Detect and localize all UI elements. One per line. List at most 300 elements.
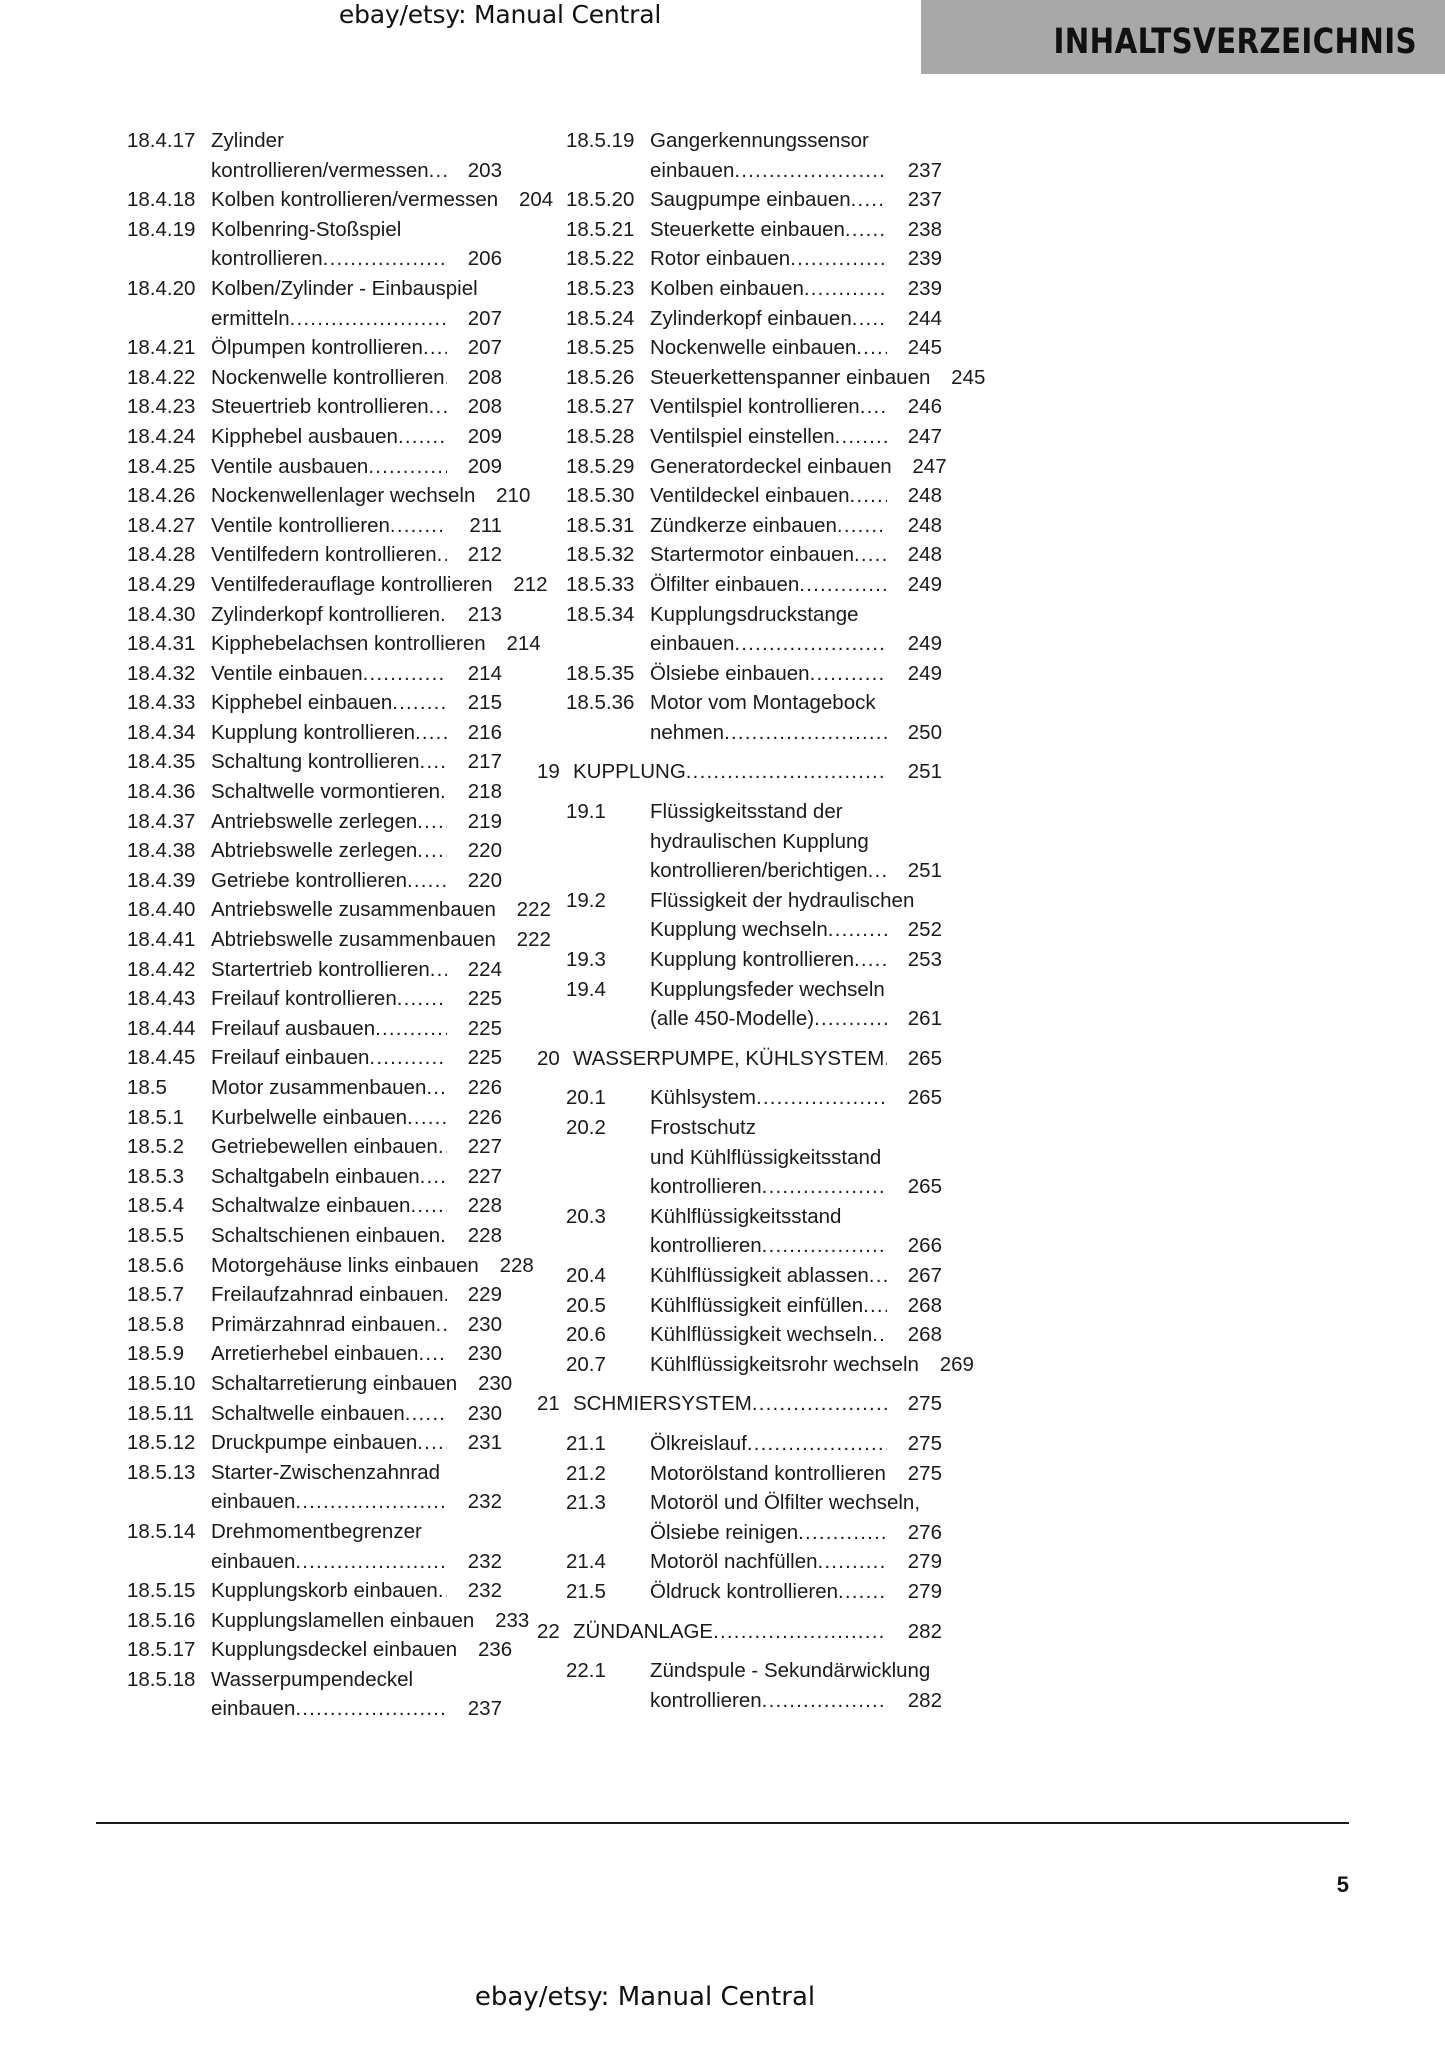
- toc-entry-title-line: [573, 1044, 942, 1074]
- toc-entry-body: [650, 1261, 942, 1291]
- toc-entry-page: 236: [477, 1638, 513, 1662]
- toc-entry-body: [650, 1547, 942, 1577]
- toc-entry-title: Kolben/Zylinder - Einbauspiel: [211, 276, 478, 300]
- toc-entry[interactable]: [566, 481, 942, 511]
- toc-entry-body: [650, 333, 942, 363]
- leader-dots: [417, 1428, 447, 1458]
- toc-entry-title-line: [211, 688, 502, 718]
- toc-entry-page: 279: [907, 1550, 942, 1574]
- toc-entry-body: [211, 1369, 513, 1399]
- toc-entry-number: 18.4.45: [127, 1046, 196, 1070]
- toc-entry-body: [211, 333, 502, 363]
- leader-dots: [804, 274, 887, 304]
- toc-entry-page: 213: [467, 602, 502, 626]
- toc-entry-number: 18.5.13: [127, 1460, 196, 1484]
- toc-entry-title-line: [211, 422, 502, 452]
- toc-entry-title: Druckpumpe einbauen: [211, 1431, 418, 1455]
- toc-entry[interactable]: [127, 1191, 502, 1221]
- toc-entry[interactable]: [566, 1547, 942, 1577]
- toc-entry[interactable]: [127, 925, 551, 955]
- toc-entry-title-line: [573, 1389, 942, 1419]
- toc-entry[interactable]: [127, 866, 502, 896]
- toc-entry-number: 18.4.25: [127, 454, 196, 478]
- toc-entry[interactable]: [127, 1221, 502, 1251]
- toc-entry[interactable]: [127, 570, 548, 600]
- toc-entry-title-line: [650, 797, 942, 827]
- leader-dots: [747, 1429, 887, 1459]
- toc-entry-title-line: [211, 156, 502, 186]
- toc-entry-title: Zylinderkopf einbauen: [650, 306, 852, 330]
- toc-entry[interactable]: [566, 392, 942, 422]
- toc-entry-title: einbauen: [650, 632, 735, 656]
- toc-entry-title: Abtriebswelle zusammenbauen: [211, 928, 496, 952]
- toc-entry-title-line: [650, 856, 942, 886]
- toc-entry-title: Antriebswelle zusammenbauen: [211, 898, 496, 922]
- toc-entry-page: 279: [907, 1579, 942, 1603]
- toc-entry-number: 19: [537, 760, 560, 784]
- toc-entry[interactable]: [127, 215, 502, 274]
- toc-entry[interactable]: [127, 1162, 502, 1192]
- toc-entry-title: Startertrieb kontrollieren: [211, 957, 430, 981]
- toc-entry[interactable]: [566, 797, 942, 886]
- toc-entry-number: 18.4.34: [127, 720, 196, 744]
- toc-entry[interactable]: [127, 1132, 502, 1162]
- toc-entry[interactable]: [127, 895, 551, 925]
- leader-dots: [686, 757, 887, 787]
- toc-entry-body: [211, 452, 502, 482]
- toc-entry-page: 218: [467, 780, 502, 804]
- toc-entry-title-line: [650, 511, 942, 541]
- toc-entry[interactable]: [127, 777, 502, 807]
- toc-entry-number: 18.5.11: [127, 1401, 194, 1425]
- toc-entry-number: 18.5.15: [127, 1579, 196, 1603]
- leader-dots: [869, 1261, 887, 1291]
- toc-entry-title-line: [211, 1369, 513, 1399]
- toc-entry-page: 233: [495, 1608, 530, 1632]
- toc-entry[interactable]: [566, 1261, 942, 1291]
- toc-entry-body: [211, 747, 502, 777]
- toc-entry-title: einbauen: [211, 1549, 296, 1573]
- toc-entry-page: 227: [467, 1164, 502, 1188]
- toc-entry-body: [650, 304, 942, 334]
- toc-entry-title-line: [650, 540, 942, 570]
- toc-entry[interactable]: [127, 363, 502, 393]
- toc-entry-title: Zündspule - Sekundärwicklung: [650, 1659, 931, 1683]
- toc-entry[interactable]: [566, 1350, 974, 1380]
- toc-entry-page: 265: [907, 1046, 942, 1070]
- toc-entry-body: [650, 274, 942, 304]
- toc-entry-title: Steuerkette einbauen: [650, 217, 845, 241]
- toc-entry[interactable]: [127, 629, 541, 659]
- toc-entry[interactable]: [127, 718, 502, 748]
- toc-entry[interactable]: [566, 975, 942, 1034]
- toc-entry-body: [211, 570, 548, 600]
- toc-entry-title: Motoröl und Ölfilter wechseln,: [650, 1491, 921, 1515]
- toc-entry-title-line: [211, 1576, 502, 1606]
- toc-entry-page: 203: [467, 158, 502, 182]
- toc-entry-number: 20.4: [566, 1263, 606, 1287]
- toc-entry-page: 229: [467, 1283, 502, 1307]
- toc-entry[interactable]: [127, 1251, 534, 1281]
- toc-entry[interactable]: [127, 1576, 502, 1606]
- toc-entry-title-line: [211, 1547, 502, 1577]
- toc-entry-body: [573, 1389, 942, 1419]
- leader-dots: [290, 304, 447, 334]
- toc-entry-page: 216: [467, 720, 502, 744]
- toc-entry-title: Schaltgabeln einbauen: [211, 1164, 420, 1188]
- toc-entry-title-line: [211, 481, 531, 511]
- toc-entry[interactable]: [566, 452, 947, 482]
- toc-entry-number: 18.4.43: [127, 987, 196, 1011]
- leader-dots: [814, 1004, 887, 1034]
- toc-entry-title: Kühlflüssigkeit ablassen: [650, 1263, 869, 1287]
- leader-dots: [426, 1073, 447, 1103]
- toc-entry[interactable]: [127, 1428, 502, 1458]
- toc-entry-number: 18.5.30: [566, 484, 635, 508]
- toc-entry-title-line: [211, 570, 548, 600]
- leader-dots: [417, 807, 447, 837]
- toc-entry-body: [211, 600, 502, 630]
- toc-entry-body: [211, 925, 551, 955]
- toc-entry-number: 18.4.27: [127, 513, 196, 537]
- toc-entry-page: 246: [907, 395, 942, 419]
- toc-entry-page: 225: [467, 987, 502, 1011]
- toc-entry-title-line: [650, 600, 942, 630]
- toc-entry[interactable]: [566, 1459, 942, 1489]
- toc-column-right: [537, 126, 986, 1715]
- toc-entry-title-line: [211, 777, 502, 807]
- toc-entry-title: Getriebe kontrollieren: [211, 868, 407, 892]
- toc-entry-title-line: [650, 915, 942, 945]
- toc-entry-title: Motorölstand kontrollieren: [650, 1461, 886, 1485]
- toc-entry[interactable]: [566, 1488, 942, 1547]
- toc-entry[interactable]: [127, 185, 554, 215]
- toc-entry[interactable]: [127, 1280, 502, 1310]
- toc-entry-title-line: [211, 1694, 502, 1724]
- toc-entry-page: 206: [467, 247, 502, 271]
- toc-entry-page: 282: [907, 1688, 942, 1712]
- toc-entry[interactable]: [127, 1665, 502, 1724]
- toc-entry-body: [650, 540, 942, 570]
- toc-entry-body: [650, 1083, 942, 1113]
- toc-entry-page: 212: [467, 543, 502, 567]
- toc-entry-page: 261: [907, 1007, 942, 1031]
- toc-entry[interactable]: [127, 1310, 502, 1340]
- leader-dots: [405, 1399, 447, 1429]
- toc-entry-title-line: [211, 1458, 502, 1488]
- toc-entry-page: 228: [467, 1223, 502, 1247]
- toc-entry-title: Schaltwelle einbauen: [211, 1401, 405, 1425]
- toc-entry-page: 214: [506, 632, 541, 656]
- toc-entry[interactable]: [127, 1369, 513, 1399]
- toc-entry[interactable]: [566, 185, 942, 215]
- toc-entry[interactable]: [127, 1103, 502, 1133]
- toc-entry-title-line: [211, 363, 502, 393]
- toc-entry[interactable]: [127, 1517, 502, 1576]
- toc-entry-page: 207: [467, 306, 502, 330]
- toc-entry-body: [211, 1428, 502, 1458]
- toc-entry-title: Kipphebelachsen kontrollieren: [211, 632, 486, 656]
- toc-entry[interactable]: [127, 1014, 502, 1044]
- toc-entry-page: 251: [907, 859, 942, 883]
- toc-entry[interactable]: [566, 1577, 942, 1607]
- toc-entry-body: [211, 1339, 502, 1369]
- toc-entry[interactable]: [127, 333, 502, 363]
- toc-entry[interactable]: [537, 1617, 942, 1647]
- leader-dots: [837, 511, 887, 541]
- toc-entry-title: Steuerkettenspanner einbauen: [650, 365, 931, 389]
- toc-entry[interactable]: [566, 945, 942, 975]
- toc-entry-body: [211, 215, 502, 274]
- toc-entry[interactable]: [127, 1399, 502, 1429]
- toc-entry-number: 19.2: [566, 888, 606, 912]
- leader-dots: [295, 1547, 447, 1577]
- toc-entry[interactable]: [127, 984, 502, 1014]
- toc-entry-page: 231: [467, 1431, 502, 1455]
- toc-entry-title-line: [650, 1656, 942, 1686]
- toc-entry-title: Zylinderkopf kontrollieren: [211, 602, 441, 626]
- toc-entry[interactable]: [566, 511, 942, 541]
- toc-entry-page: 209: [467, 454, 502, 478]
- toc-entry-page: 265: [907, 1086, 942, 1110]
- toc-entry-body: [211, 718, 502, 748]
- toc-entry-title: Kupplungslamellen einbauen: [211, 1608, 475, 1632]
- toc-entry-title-line: [650, 688, 942, 718]
- toc-entry[interactable]: [127, 747, 502, 777]
- toc-entry-title: Ölpumpen kontrollieren: [211, 336, 423, 360]
- toc-entry-page: 276: [907, 1520, 942, 1544]
- toc-entry-page: 208: [467, 395, 502, 419]
- toc-entry-body: [650, 481, 942, 511]
- toc-entry-title: Antriebswelle zerlegen: [211, 809, 418, 833]
- leader-dots: [295, 1487, 447, 1517]
- toc-entry[interactable]: [127, 600, 502, 630]
- toc-entry[interactable]: [127, 540, 502, 570]
- toc-entry[interactable]: [127, 1458, 502, 1517]
- toc-entry-number: 20.7: [566, 1352, 606, 1376]
- toc-entry-title-line: [211, 1251, 534, 1281]
- toc-entry[interactable]: [566, 1656, 942, 1715]
- toc-entry-body: [211, 1014, 502, 1044]
- toc-entry[interactable]: [566, 886, 942, 945]
- toc-entry-title: Motorgehäuse links einbauen: [211, 1253, 479, 1277]
- toc-entry[interactable]: [127, 481, 531, 511]
- toc-entry-page: 212: [513, 572, 548, 596]
- toc-entry[interactable]: [537, 1389, 942, 1419]
- toc-entry-number: 21.1: [566, 1431, 606, 1455]
- toc-entry-title: Schaltung kontrollieren: [211, 750, 420, 774]
- toc-entry-number: 21.4: [566, 1550, 606, 1574]
- toc-entry-number: 21.2: [566, 1461, 606, 1485]
- toc-entry-title-line: [650, 1172, 942, 1202]
- toc-entry-title: Kupplung kontrollieren: [650, 948, 854, 972]
- toc-entry-page: 247: [912, 454, 947, 478]
- toc-entry[interactable]: [566, 1429, 942, 1459]
- toc-entry[interactable]: [566, 570, 942, 600]
- toc-entry[interactable]: [127, 955, 502, 985]
- toc-entry[interactable]: [566, 1291, 942, 1321]
- toc-entry-page: 244: [907, 306, 942, 330]
- toc-entry-title-line: [650, 1350, 974, 1380]
- toc-entry-number: 18.5.29: [566, 454, 635, 478]
- toc-entry[interactable]: [127, 836, 502, 866]
- toc-entry[interactable]: [566, 363, 986, 393]
- toc-entry-number: 18.4.22: [127, 365, 196, 389]
- toc-entry-title: und Kühlflüssigkeitsstand: [650, 1145, 882, 1169]
- toc-entry-title: kontrollieren: [211, 247, 323, 271]
- toc-entry-body: [211, 1635, 513, 1665]
- leader-dots: [430, 955, 447, 985]
- toc-entry[interactable]: [127, 511, 502, 541]
- toc-entry[interactable]: [566, 333, 942, 363]
- toc-entry-title-line: [650, 1231, 942, 1261]
- toc-entry[interactable]: [127, 1635, 513, 1665]
- toc-entry[interactable]: [566, 1202, 942, 1261]
- toc-entry[interactable]: [127, 1043, 502, 1073]
- leader-dots: [438, 1132, 447, 1162]
- toc-entry-body: [211, 1399, 502, 1429]
- toc-entry[interactable]: [127, 126, 502, 185]
- toc-entry-title-line: [650, 1577, 942, 1607]
- toc-entry-title: Flüssigkeitsstand der: [650, 800, 843, 824]
- toc-entry-number: 18.5.31: [566, 513, 635, 537]
- toc-entry-page: 239: [907, 247, 942, 271]
- leader-dots: [368, 452, 447, 482]
- toc-entry-number: 18.4.30: [127, 602, 196, 626]
- toc-entry-title: Kipphebel ausbauen: [211, 424, 398, 448]
- toc-entry-title-line: [650, 244, 942, 274]
- leader-dots: [724, 718, 887, 748]
- toc-entry-body: [650, 570, 942, 600]
- toc-entry-title: kontrollieren/vermessen: [211, 158, 429, 182]
- toc-entry-page: 248: [907, 484, 942, 508]
- leader-dots: [437, 540, 447, 570]
- toc-entry-page: 232: [467, 1490, 502, 1514]
- toc-entry-page: 239: [907, 276, 942, 300]
- toc-entry-number: 18.5.9: [127, 1342, 184, 1366]
- toc-entry-page: 214: [467, 661, 502, 685]
- toc-entry-title-line: [211, 1487, 502, 1517]
- toc-entry-number: 18.5.25: [566, 336, 635, 360]
- toc-entry-number: 18.4.28: [127, 543, 196, 567]
- toc-entry-title: Motoröl nachfüllen: [650, 1550, 818, 1574]
- toc-entry-page: 237: [467, 1697, 502, 1721]
- toc-entry[interactable]: [566, 422, 942, 452]
- toc-entry-title: KUPPLUNG: [573, 760, 686, 784]
- toc-entry[interactable]: [127, 688, 502, 718]
- toc-entry-title: kontrollieren: [650, 1175, 762, 1199]
- leader-dots: [398, 422, 447, 452]
- toc-entry-title-line: [650, 1547, 942, 1577]
- toc-entry[interactable]: [127, 807, 502, 837]
- toc-entry-number: 18.4.26: [127, 484, 196, 508]
- toc-entry-page: 209: [467, 424, 502, 448]
- toc-entry-title-line: [650, 126, 942, 156]
- toc-entry-title-line: [211, 807, 502, 837]
- toc-entry-title: (alle 450-Modelle): [650, 1007, 815, 1031]
- toc-entry-body: [650, 1488, 942, 1547]
- toc-entry-title: Kupplungsfeder wechseln: [650, 977, 885, 1001]
- toc-entry-title: Kolbenring-Stoßspiel: [211, 217, 402, 241]
- toc-entry-title-line: [211, 1606, 530, 1636]
- toc-entry-number: 21: [537, 1392, 560, 1416]
- leader-dots: [868, 856, 887, 886]
- toc-entry-title: Ölsiebe reinigen: [650, 1520, 799, 1544]
- toc-entry-number: 18.4.33: [127, 691, 196, 715]
- toc-entry-body: [211, 1221, 502, 1251]
- toc-entry-title-line: [650, 274, 942, 304]
- toc-entry-page: 222: [516, 928, 551, 952]
- toc-entry[interactable]: [566, 1083, 942, 1113]
- toc-entry-body: [211, 895, 551, 925]
- toc-entry[interactable]: [537, 1044, 942, 1074]
- toc-entry-title: Kupplung wechseln: [650, 918, 828, 942]
- toc-entry-title: Generatordeckel einbauen: [650, 454, 892, 478]
- toc-entry[interactable]: [127, 1339, 502, 1369]
- toc-entry[interactable]: [566, 659, 942, 689]
- toc-entry[interactable]: [566, 1320, 942, 1350]
- toc-entry-body: [211, 1073, 502, 1103]
- toc-entry-title-line: [650, 481, 942, 511]
- toc-entry[interactable]: [566, 600, 942, 659]
- toc-entry[interactable]: [127, 1606, 530, 1636]
- leader-dots: [429, 392, 447, 422]
- toc-entry-number: 18.4.29: [127, 572, 196, 596]
- toc-entry-body: [211, 777, 502, 807]
- toc-entry[interactable]: [127, 1073, 502, 1103]
- toc-entry[interactable]: [127, 452, 502, 482]
- toc-entry-number: 19.1: [566, 800, 606, 824]
- toc-entry-body: [211, 955, 502, 985]
- leader-dots: [835, 422, 887, 452]
- toc-entry-title: einbauen: [650, 158, 735, 182]
- toc-entry[interactable]: [566, 304, 942, 334]
- toc-entry-title-line: [650, 156, 942, 186]
- toc-entry-title-line: [211, 185, 554, 215]
- toc-entry[interactable]: [566, 688, 942, 747]
- toc-entry-number: 19.3: [566, 948, 606, 972]
- toc-entry[interactable]: [566, 1113, 942, 1202]
- toc-entry-page: 253: [907, 948, 942, 972]
- toc-entry-body: [650, 1113, 942, 1202]
- toc-entry[interactable]: [127, 422, 502, 452]
- toc-entry-title-line: [211, 747, 502, 777]
- toc-entry-body: [650, 1459, 942, 1489]
- toc-entry-title: nehmen: [650, 720, 725, 744]
- toc-entry-number: 18.5.19: [566, 129, 635, 152]
- toc-entry-title-line: [650, 333, 942, 363]
- toc-entry[interactable]: [127, 659, 502, 689]
- toc-entry[interactable]: [566, 274, 942, 304]
- toc-entry[interactable]: [566, 244, 942, 274]
- toc-entry-page: 220: [467, 839, 502, 863]
- leader-dots: [734, 629, 887, 659]
- toc-entry-title-line: [211, 1517, 502, 1547]
- toc-entry[interactable]: [127, 274, 502, 333]
- toc-entry-number: 20.3: [566, 1204, 606, 1228]
- toc-entry-number: 18.5.14: [127, 1519, 196, 1543]
- toc-entry-body: [211, 1606, 530, 1636]
- toc-entry-page: 208: [467, 365, 502, 389]
- toc-entry[interactable]: [566, 215, 942, 245]
- toc-entry[interactable]: [127, 392, 502, 422]
- toc-entry[interactable]: [537, 757, 942, 787]
- toc-entry[interactable]: [566, 540, 942, 570]
- toc-entry-number: 18.4.17: [127, 129, 196, 152]
- toc-entry[interactable]: [566, 126, 942, 185]
- toc-entry-page: 245: [951, 365, 986, 389]
- leader-dots: [440, 600, 447, 630]
